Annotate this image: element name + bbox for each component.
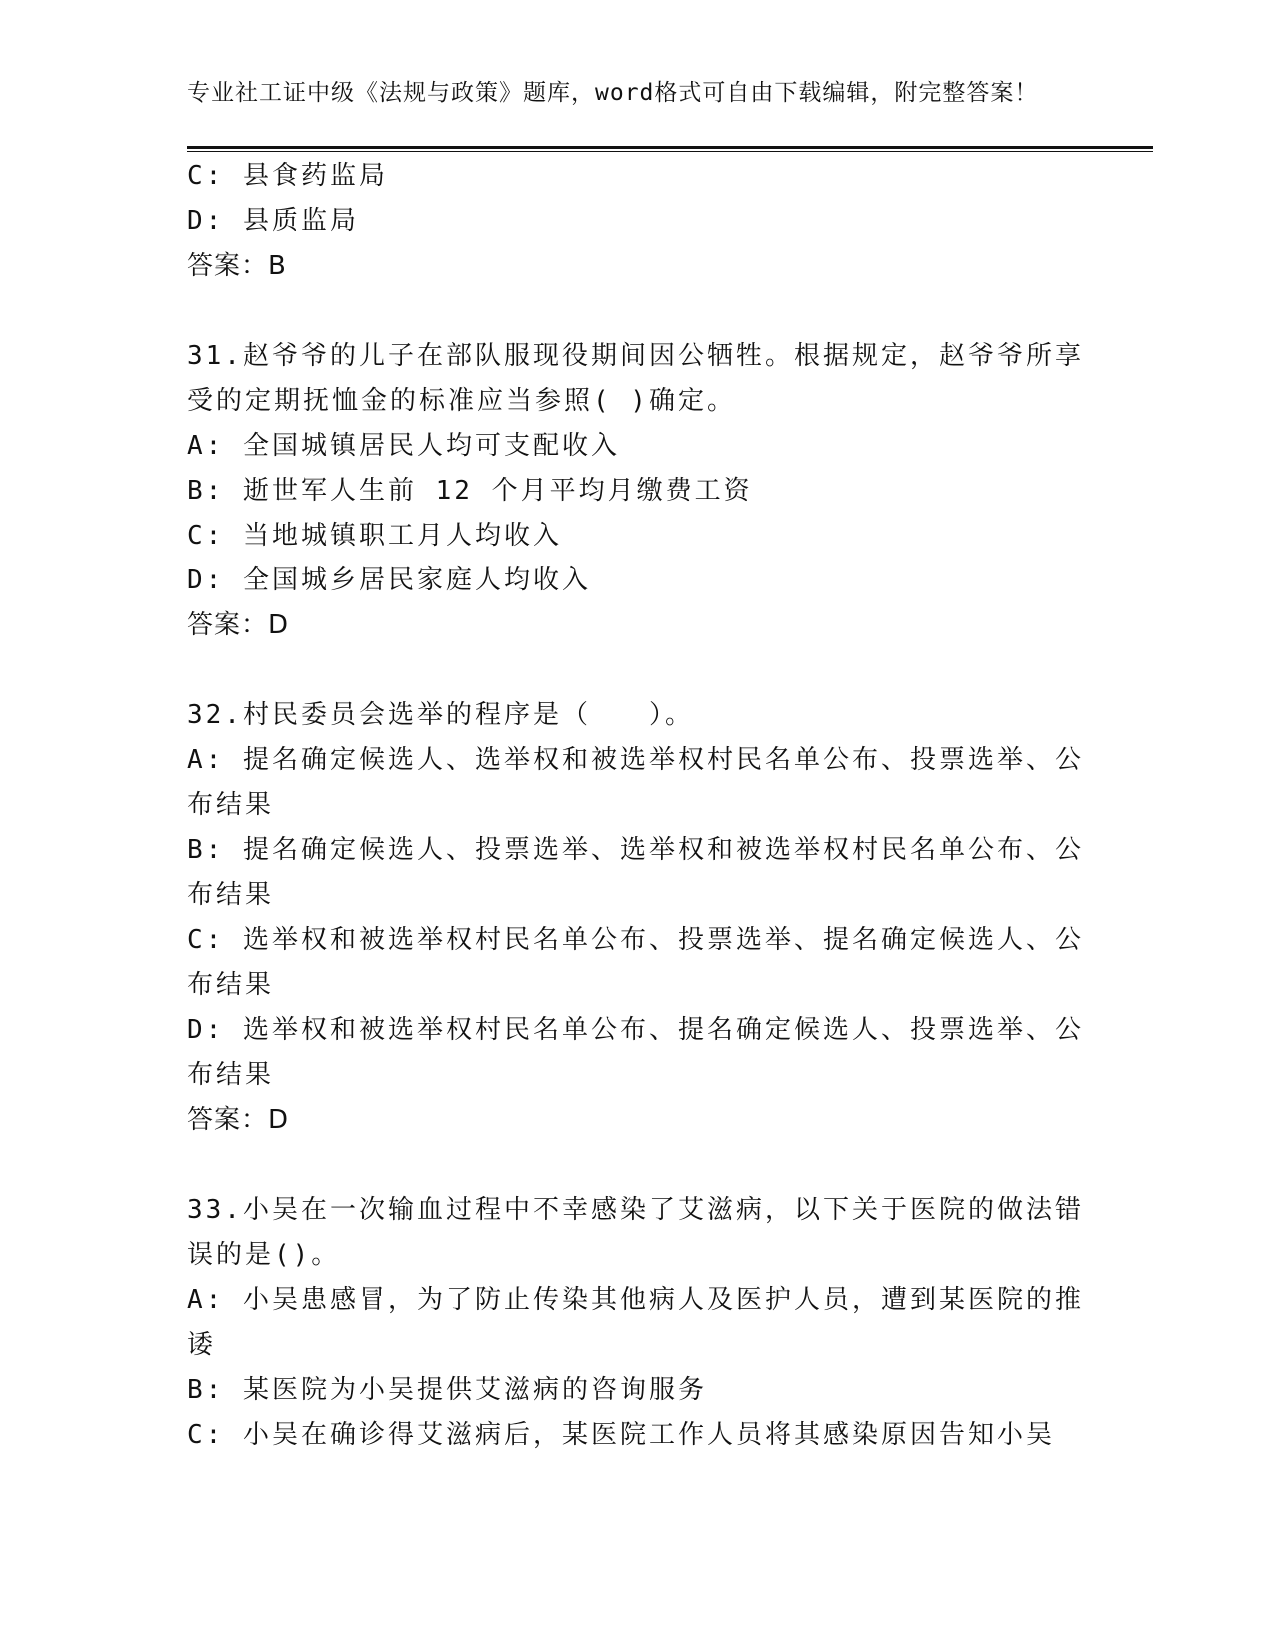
q32-option-b-line1: B: 提名确定候选人、投票选举、选举权和被选举权村民名单公布、公: [187, 835, 1084, 865]
q33-option-c: C: 小吴在确诊得艾滋病后，某医院工作人员将其感染原因告知小吴: [187, 1420, 1055, 1450]
q31-option-a: A: 全国城镇居民人均可支配收入: [187, 431, 620, 461]
header-rule-thin: [187, 151, 1153, 152]
q32-option-a-line1: A: 提名确定候选人、选举权和被选举权村民名单公布、投票选举、公: [187, 745, 1084, 775]
q32-option-b-line2: 布结果: [187, 880, 275, 910]
q33-option-b: B: 某医院为小吴提供艾滋病的咨询服务: [187, 1375, 707, 1405]
q32-stem: 32.村民委员会选举的程序是（ ）。: [187, 700, 694, 730]
q33-stem-line1: 33.小吴在一次输血过程中不幸感染了艾滋病，以下关于医院的做法错: [187, 1195, 1084, 1225]
q31-stem-line2: 受的定期抚恤金的标准应当参照( )确定。: [187, 386, 736, 416]
q33-option-a-line2: 诿: [187, 1330, 217, 1360]
q33-option-a-line1: A: 小吴患感冒，为了防止传染其他病人及医护人员，遭到某医院的推: [187, 1285, 1084, 1315]
q31-option-c: C: 当地城镇职工月人均收入: [187, 521, 562, 551]
q32-option-c-line2: 布结果: [187, 970, 275, 1000]
page-header: 专业社工证中级《法规与政策》题库，word格式可自由下载编辑，附完整答案！: [187, 80, 1039, 106]
q32-answer: 答案：D: [187, 1105, 290, 1135]
prev-option-c: C: 县食药监局: [187, 161, 388, 191]
q32-option-d-line2: 布结果: [187, 1060, 275, 1090]
q32-option-a-line2: 布结果: [187, 790, 275, 820]
q31-answer: 答案：D: [187, 610, 290, 640]
q32-option-d-line1: D: 选举权和被选举权村民名单公布、提名确定候选人、投票选举、公: [187, 1015, 1084, 1045]
q31-option-b: B: 逝世军人生前 12 个月平均月缴费工资: [187, 476, 753, 506]
q31-option-d: D: 全国城乡居民家庭人均收入: [187, 565, 591, 595]
header-rule-thick: [187, 146, 1153, 149]
q32-option-c-line1: C: 选举权和被选举权村民名单公布、投票选举、提名确定候选人、公: [187, 925, 1084, 955]
q31-stem-line1: 31.赵爷爷的儿子在部队服现役期间因公牺牲。根据规定，赵爷爷所享: [187, 341, 1084, 371]
prev-answer: 答案：B: [187, 251, 287, 281]
prev-option-d: D: 县质监局: [187, 206, 359, 236]
q33-stem-line2: 误的是()。: [187, 1240, 341, 1270]
